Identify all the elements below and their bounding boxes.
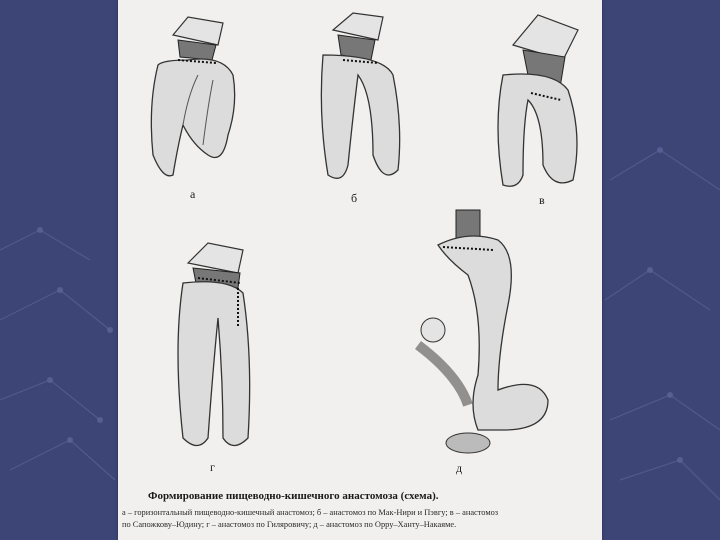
panel-label-c: в [539, 193, 545, 207]
panel-label-a: а [190, 187, 196, 201]
figure-caption-title: Формирование пищеводно-кишечного анастомоза (схема). [148, 490, 439, 502]
scanned-page [118, 0, 602, 540]
illustration-c [483, 5, 598, 190]
panel-label-b: б [351, 191, 358, 205]
illustration-a [128, 5, 258, 185]
panel-label-e: д [456, 461, 463, 475]
figure-panel-a [128, 5, 258, 201]
illustration-b [303, 5, 423, 190]
figure-panel-c [483, 5, 598, 207]
figure-panel-d [168, 238, 268, 474]
figure-panel-b [303, 5, 423, 205]
illustration-d [168, 238, 268, 458]
panel-label-d: г [210, 460, 215, 474]
figure-panel-e [398, 205, 568, 475]
figure-caption-line-2: по Сапожкову–Юдину; г – анастомоз по Гиляровичу; д – анастомоз по Орру–Ханту–Накаяме. [122, 520, 457, 529]
illustration-e [398, 205, 568, 460]
figure-caption-line-1: а – горизонтальный пищеводно-кишечный анастомоз; б – анастомоз по Мак-Нири и Пэвгу; в – анастомоз [122, 508, 499, 517]
